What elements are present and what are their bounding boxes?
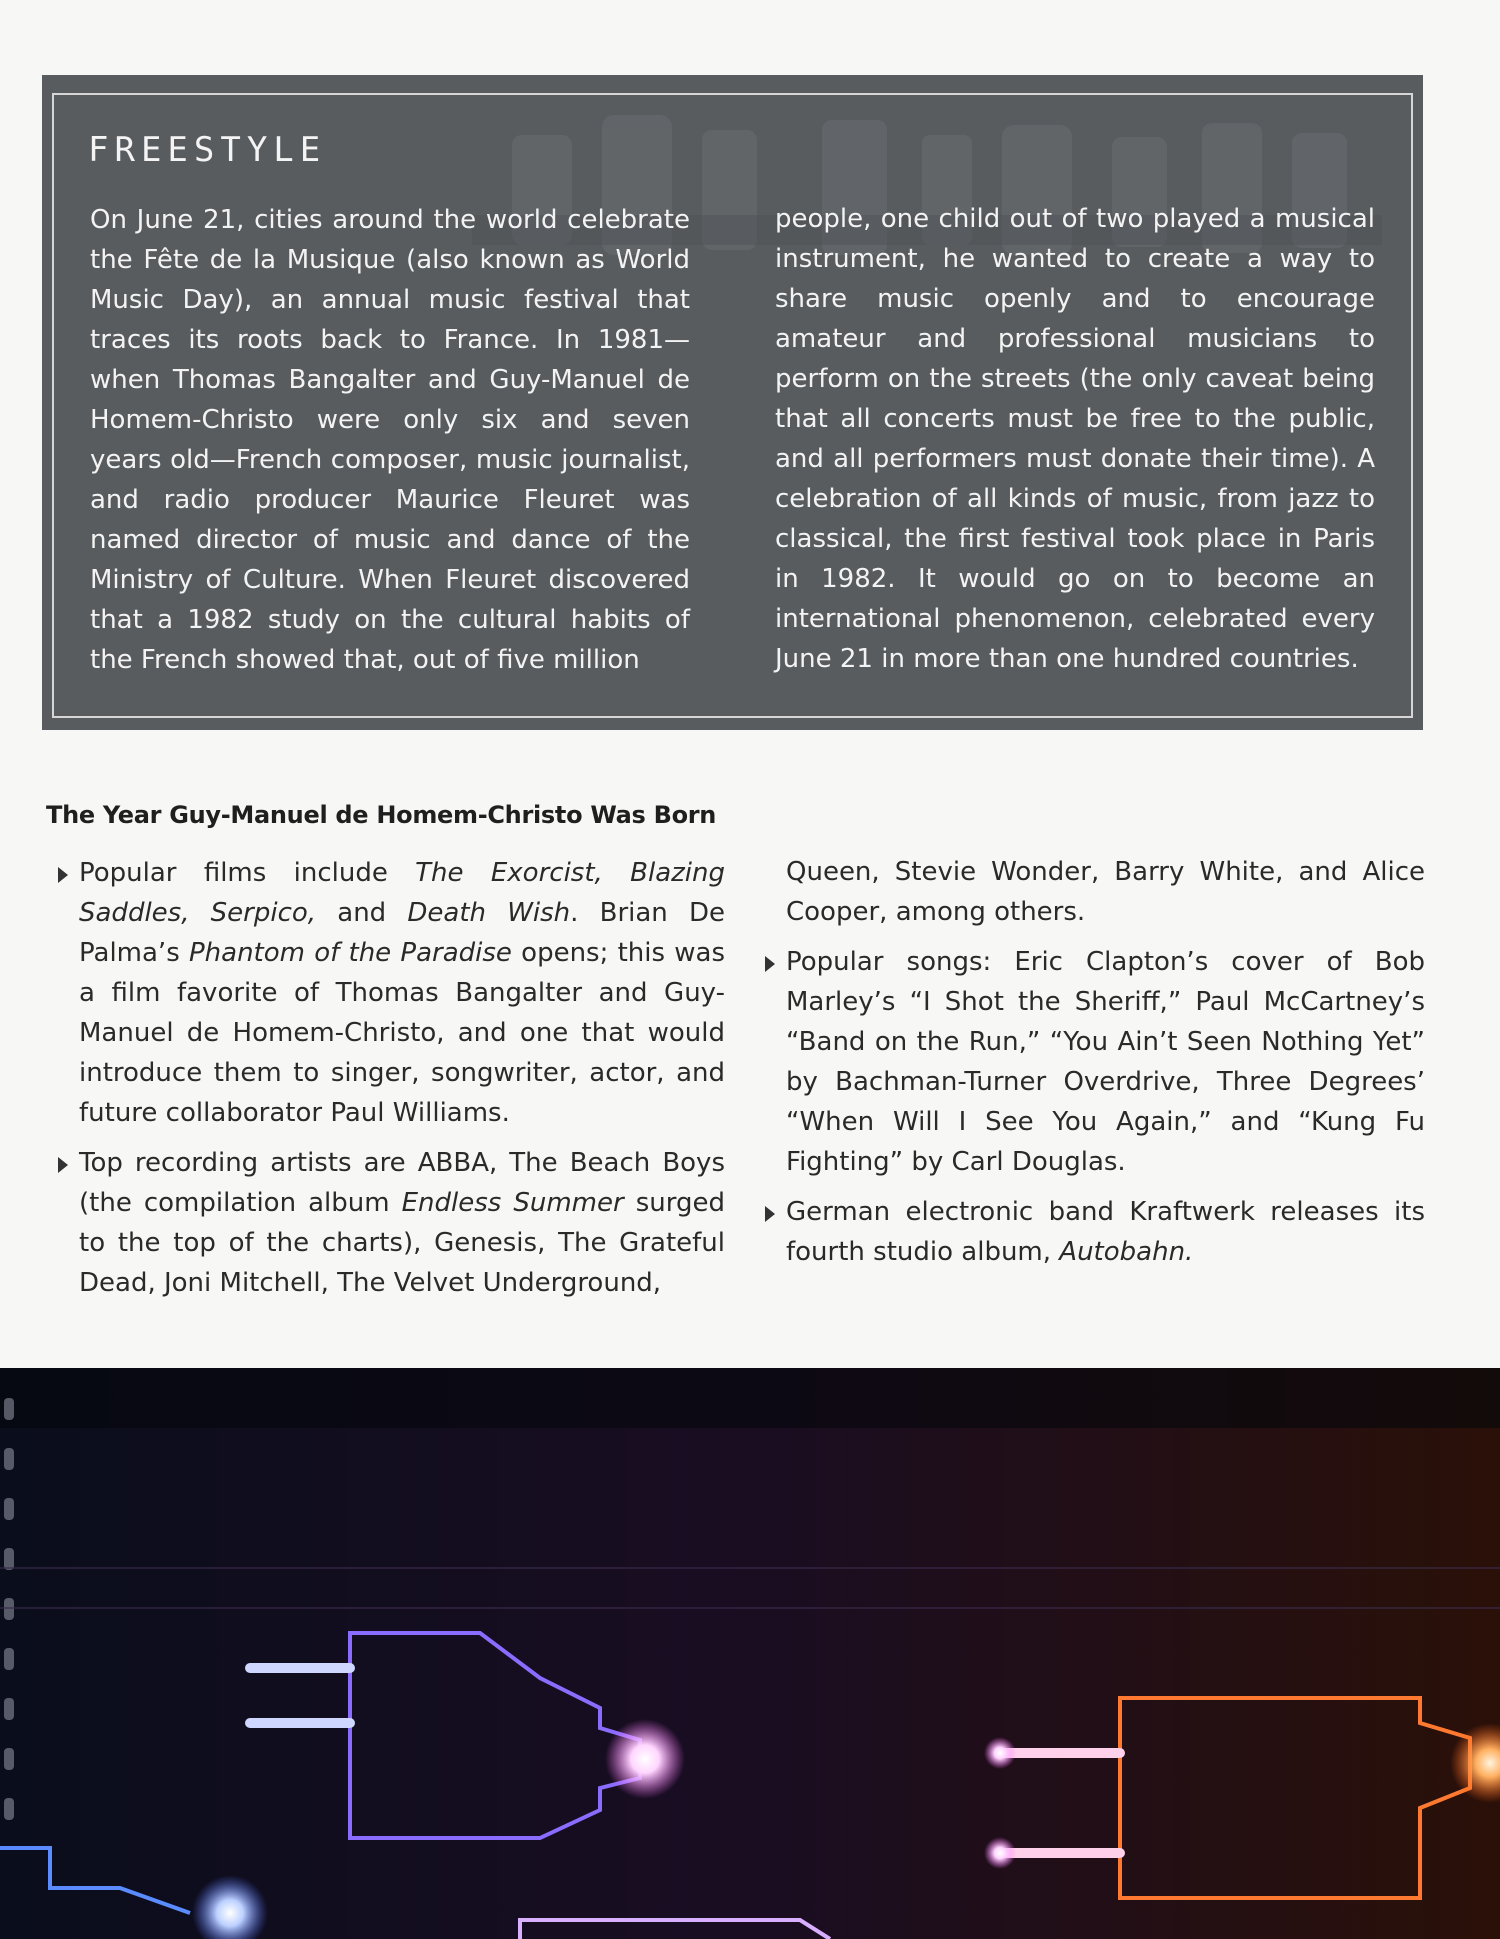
bullet-films [55,853,725,1133]
bullet-artists [55,1143,725,1303]
freestyle-sidebar [42,75,1423,730]
kraftwerk-album: Autobahn. [1059,1237,1194,1267]
artists-text-2: surged to the top of the charts), Genesis, The Grateful Dead, Joni Mitchell, The Velvet Underground, [79,1188,726,1298]
sidebar-column-right: people, one child out of two played a musical instrument, he wanted to create a way to share music openly and to encourage amateur and professional musicians to perform on the streets (the only caveat being that all concerts must be free to the public, and all performers must donate their time). A celebration of all kinds of music, from jazz to classical, the first festival took place in Paris in 1982. It would go on to become an international phenomenon, celebrated every June 21 in more than one hundred countries. [775,204,1375,674]
kraftwerk-text: German electronic band Kraftwerk releases its fourth studio album, [786,1197,1425,1267]
bullet-arrow-icon [58,1157,68,1173]
bullet-arrow-icon [765,1206,775,1222]
artists-album: Endless Summer [401,1188,624,1218]
bullet-kraftwerk [755,1192,1425,1272]
bullet-songs [755,942,1425,1182]
films-text-3: . Brian De Palma’s [79,898,725,968]
bullet-arrow-icon [765,956,775,972]
films-text-1: Popular films include [79,858,416,888]
songs-text: Popular songs: Eric Clapton’s cover of Bob Marley’s “I Shot the Sheriff,” Paul McCartney’s “Band on the Run,” “You Ain’t Seen Nothing Yet” by Bachman-Turner Overdrive, Three Degrees’ “When Will I See You Again,” and “Kung Fu Fighting” by Carl Douglas. [786,947,1425,1177]
bullet-artists-continued [755,852,1425,932]
films-title-2: Death Wish [407,898,571,928]
bullet-list-right [755,852,1425,1282]
bullet-list-left [55,853,725,1313]
artists-continued-text: Queen, Stevie Wonder, Barry White, and Alice Cooper, among others. [786,857,1425,927]
circuit-connector-image [0,1368,1500,1939]
section-heading: The Year Guy-Manuel de Homem-Christo Was Born [46,801,717,829]
films-titles-1: The Exorcist, Blazing Saddles, Serpico, [79,858,725,928]
artists-text-1: Top recording artists are ABBA, The Beach Boys (the compilation album [79,1148,725,1218]
sidebar-column-left: On June 21, cities around the world celebrate the Fête de la Musique (also known as World Music Day), an annual music festival that traces its roots back to France. In 1981—when Thomas Bangalter and Guy-Manuel de Homem-Christo were only six and seven years old—French composer, music journalist, and radio producer Maurice Fleuret was named director of music and dance of the Ministry of Culture. When Fleuret discovered that a 1982 study on the cultural habits of the French showed that, out of five million [90,205,690,675]
bullet-arrow-icon [58,867,68,883]
films-text-2: and [316,898,408,928]
films-text-4: opens; this was a film favorite of Thomas Bangalter and Guy-Manuel de Homem-Christo, and one that would introduce them to singer, songwriter, actor, and future collaborator Paul Williams. [79,938,725,1128]
films-title-3: Phantom of the Paradise [188,938,512,968]
sidebar-title: FREESTYLE [88,130,327,170]
